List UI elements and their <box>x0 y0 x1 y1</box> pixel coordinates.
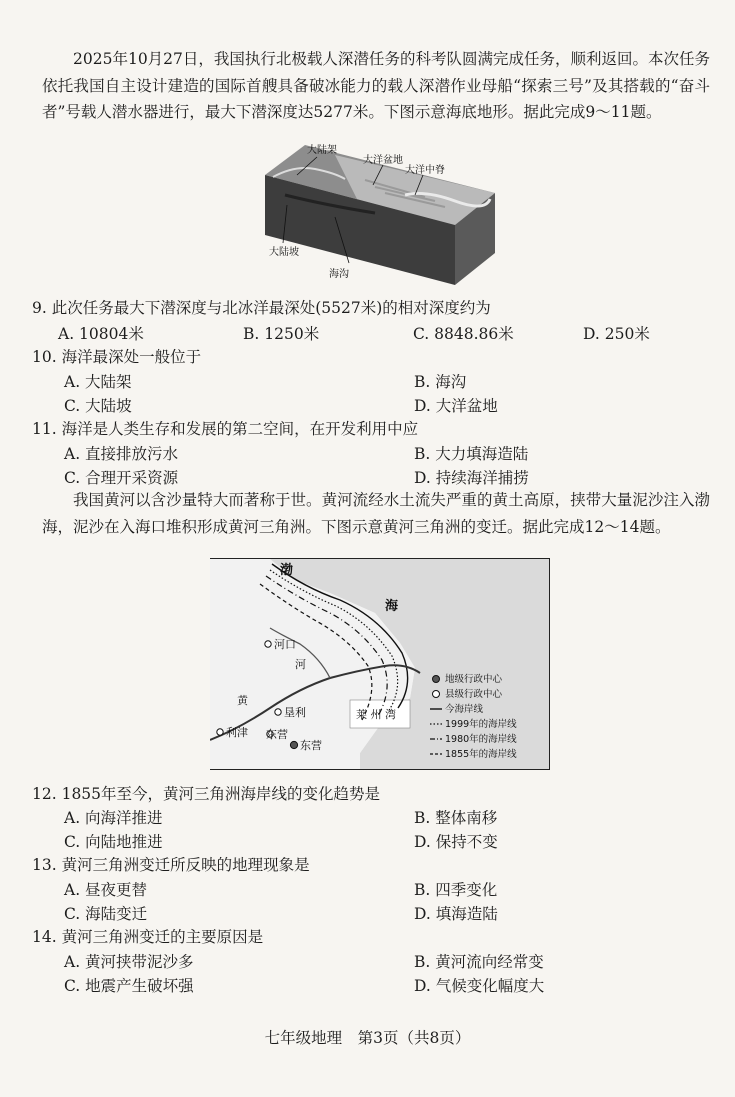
q10-option-d[interactable]: D. 大洋盆地 <box>414 397 498 415</box>
q13-option-c[interactable]: C. 海陆变迁 <box>64 905 148 923</box>
q10-option-b[interactable]: B. 海沟 <box>414 373 467 391</box>
dongying-city-marker <box>290 741 297 748</box>
label-sea-bo: 渤 <box>280 563 294 578</box>
q11-option-c[interactable]: C. 合理开采资源 <box>64 469 179 487</box>
legend-coast-1980: 1980年的海岸线 <box>445 734 517 745</box>
label-kenli: 垦利 <box>284 706 306 719</box>
q9-option-a[interactable]: A. 10804米 <box>58 325 144 343</box>
legend-county: 县级行政中心 <box>445 689 503 700</box>
legend-coast-today: 今海岸线 <box>445 704 484 715</box>
passage-intro-1: 2025年10月27日，我国执行北极载人深潜任务的科考队圆满完成任务，顺利返回。本次任务依托我国自主设计建造的国际首艘具备破冰能力的载人深潜作业母船“探索三号”及其搭载的“奋斗者”号载人潜水器进行，最大下潜深度达5277米。下图示意海底地形。据此完成9～11题。 <box>42 50 710 121</box>
q10-option-a[interactable]: A. 大陆架 <box>64 373 132 391</box>
q14-option-a[interactable]: A. 黄河挟带泥沙多 <box>64 953 194 971</box>
q12-option-b[interactable]: B. 整体南移 <box>414 809 498 827</box>
question-10: 10. 海洋最深处一般位于 <box>32 348 202 366</box>
hekou-county-marker <box>265 641 271 647</box>
label-mid-ocean-ridge: 大洋中脊 <box>405 165 445 176</box>
q13-option-a[interactable]: A. 昼夜更替 <box>64 881 148 899</box>
q13-option-d[interactable]: D. 填海造陆 <box>414 905 498 923</box>
q11-option-d[interactable]: D. 持续海洋捕捞 <box>414 469 529 487</box>
q14-option-b[interactable]: B. 黄河流向经常变 <box>414 953 544 971</box>
q13-option-b[interactable]: B. 四季变化 <box>414 881 498 899</box>
seafloor-terrain-figure <box>255 135 505 295</box>
label-sea-hai: 海 <box>385 599 399 614</box>
question-14: 14. 黄河三角洲变迁的主要原因是 <box>32 928 264 946</box>
q14-option-d[interactable]: D. 气候变化幅度大 <box>414 977 545 995</box>
label-river-he: 河 <box>295 658 306 671</box>
yellow-river-delta-map <box>210 558 550 770</box>
label-river-huang: 黄 <box>237 694 248 707</box>
legend-coast-1999: 1999年的海岸线 <box>445 719 517 730</box>
label-ocean-basin: 大洋盆地 <box>363 155 403 166</box>
label-dongying-county: 东营 <box>266 728 288 741</box>
question-9: 9. 此次任务最大下潜深度与北冰洋最深处(5527米)的相对深度约为 <box>32 299 491 317</box>
question-11: 11. 海洋是人类生存和发展的第二空间，在开发利用中应 <box>32 420 419 438</box>
q12-option-c[interactable]: C. 向陆地推进 <box>64 833 163 851</box>
label-lijin: 利津 <box>226 726 248 739</box>
legend-prefecture: 地级行政中心 <box>445 674 503 685</box>
q9-option-b[interactable]: B. 1250米 <box>243 325 320 343</box>
label-dongying-city: 东营 <box>300 739 322 752</box>
question-13: 13. 黄河三角洲变迁所反映的地理现象是 <box>32 856 310 874</box>
label-continental-slope: 大陆坡 <box>269 247 299 258</box>
kenli-county-marker <box>275 709 281 715</box>
q9-option-c[interactable]: C. 8848.86米 <box>413 325 514 343</box>
label-continental-shelf: 大陆架 <box>307 145 337 156</box>
question-12: 12. 1855年至今，黄河三角洲海岸线的变化趋势是 <box>32 785 381 803</box>
q12-option-a[interactable]: A. 向海洋推进 <box>64 809 163 827</box>
q14-option-c[interactable]: C. 地震产生破坏强 <box>64 977 194 995</box>
legend-coast-1855: 1855年的海岸线 <box>445 749 517 760</box>
q12-option-d[interactable]: D. 保持不变 <box>414 833 498 851</box>
label-ocean-trench: 海沟 <box>329 269 349 280</box>
q11-option-b[interactable]: B. 大力填海造陆 <box>414 445 529 463</box>
q9-option-d[interactable]: D. 250米 <box>583 325 650 343</box>
page-footer: 七年级地理 第3页（共8页） <box>264 1029 471 1047</box>
q10-option-c[interactable]: C. 大陆坡 <box>64 397 132 415</box>
passage-intro-2: 我国黄河以含沙量特大而著称于世。黄河流经水土流失严重的黄土高原，挟带大量泥沙注入渤海，泥沙在入海口堆积形成黄河三角洲。下图示意黄河三角洲的变迁。据此完成12～14题。 <box>42 491 710 536</box>
label-hekou: 河口 <box>274 638 296 651</box>
lijin-county-marker <box>217 729 223 735</box>
q11-option-a[interactable]: A. 直接排放污水 <box>64 445 179 463</box>
label-laizhou-bay: 莱 州 湾 <box>356 708 396 721</box>
